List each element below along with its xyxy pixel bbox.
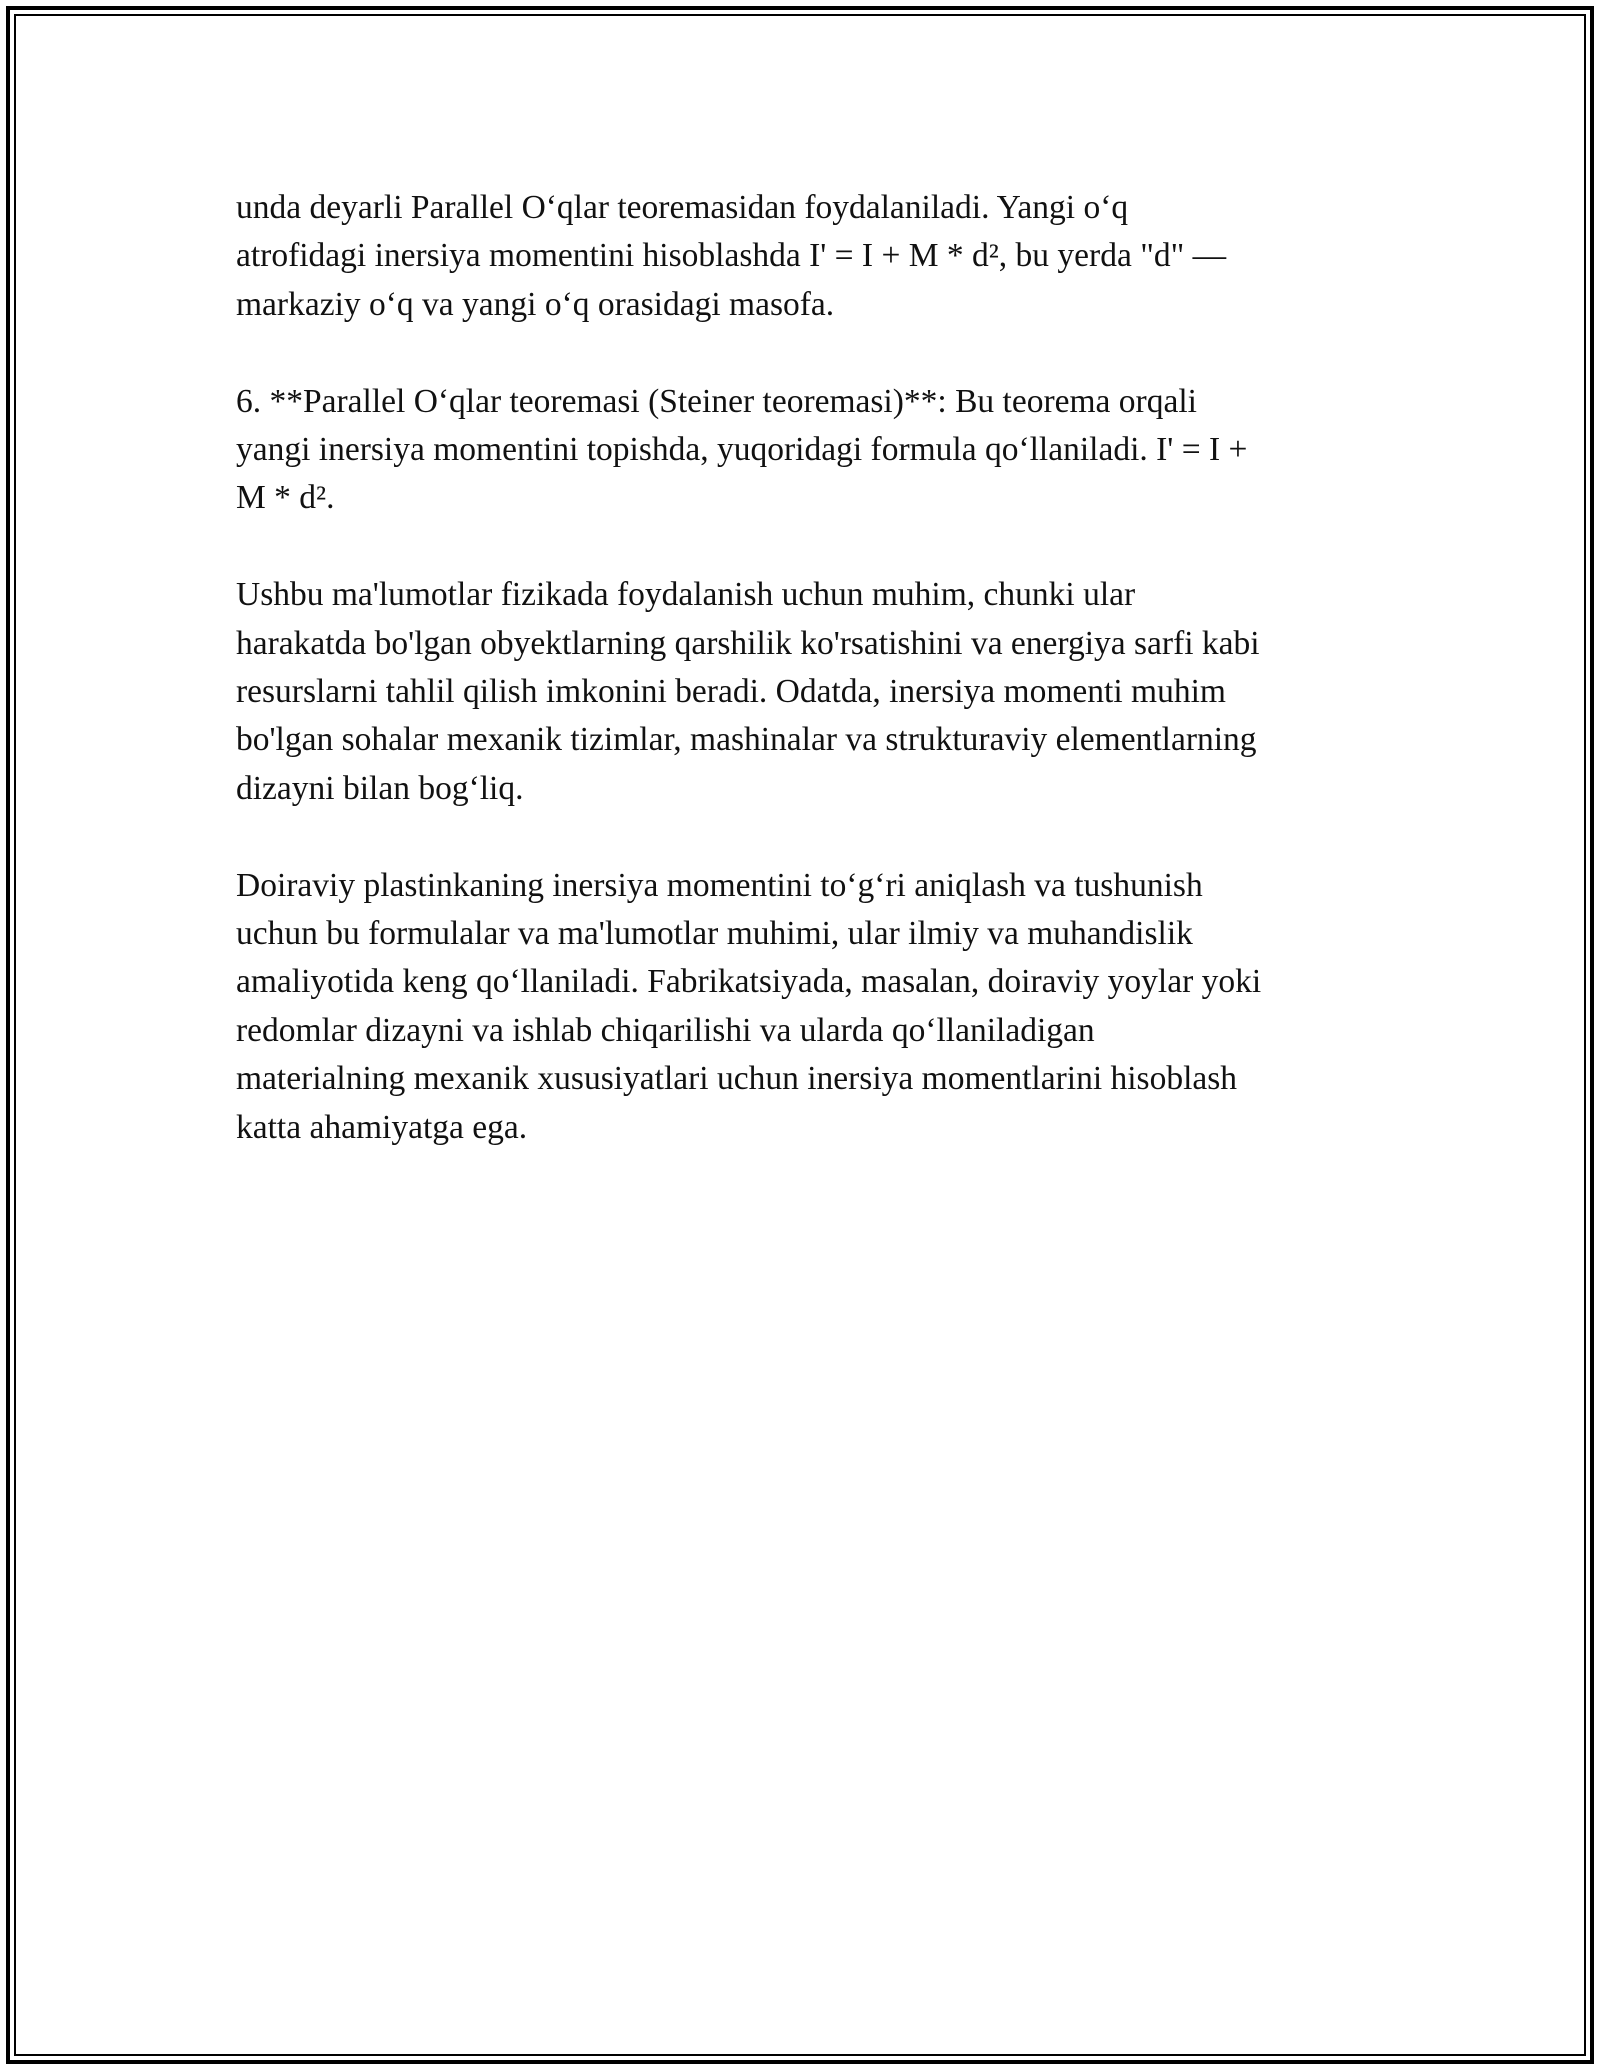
text-line: amaliyotida keng qoʻllaniladi. Fabrikatsiyada, masalan, doiraviy yoylar yoki — [236, 963, 1262, 1001]
text-line: katta ahamiyatga ega. — [236, 1108, 528, 1146]
text-line: bo'lgan sohalar mexanik tizimlar, mashinalar va strukturaviy elementlarning — [236, 721, 1257, 759]
text-line: dizayni bilan bogʻliq. — [236, 769, 524, 807]
text-line: unda deyarli Parallel Oʻqlar teoremasidan foydalaniladi. Yangi oʻq — [236, 189, 1129, 226]
text-line: atrofidagi inersiya momentini hisoblashda I' = I + M * d², bu yerda "d" — — [236, 237, 1227, 275]
paragraph-1 — [236, 184, 1366, 329]
paragraph-3 — [236, 571, 1366, 813]
text-line: harakatda bo'lgan obyektlarning qarshilik ko'rsatishini va energiya sarfi kabi — [236, 624, 1260, 662]
text-line: yangi inersiya momentini topishda, yuqoridagi formula qoʻllaniladi. I' = I + — [236, 431, 1248, 469]
text-line: Ushbu ma'lumotlar fizikada foydalanish uchun muhim, chunki ular — [236, 576, 1136, 614]
document-body — [236, 184, 1366, 1200]
text-line: Doiraviy plastinkaning inersiya momentini toʻgʻri aniqlash va tushunish — [236, 866, 1203, 904]
text-line: markaziy oʻq va yangi oʻq orasidagi masofa. — [236, 285, 835, 323]
paragraph-4 — [236, 862, 1366, 1152]
text-line: resurslarni tahlil qilish imkonini beradi. Odatda, inersiya momenti muhim — [236, 673, 1226, 711]
text-line: 6. **Parallel Oʻqlar teoremasi (Steiner teoremasi)**: Bu teorema orqali — [236, 382, 1197, 420]
text-line: uchun bu formulalar va ma'lumotlar muhimi, ular ilmiy va muhandislik — [236, 915, 1193, 953]
text-line: redomlar dizayni va ishlab chiqarilishi va ularda qoʻllaniladigan — [236, 1011, 1095, 1049]
paragraph-2 — [236, 378, 1366, 523]
text-line: materialning mexanik xususiyatlari uchun inersiya momentlarini hisoblash — [236, 1060, 1238, 1098]
text-line: M * d². — [236, 479, 335, 517]
